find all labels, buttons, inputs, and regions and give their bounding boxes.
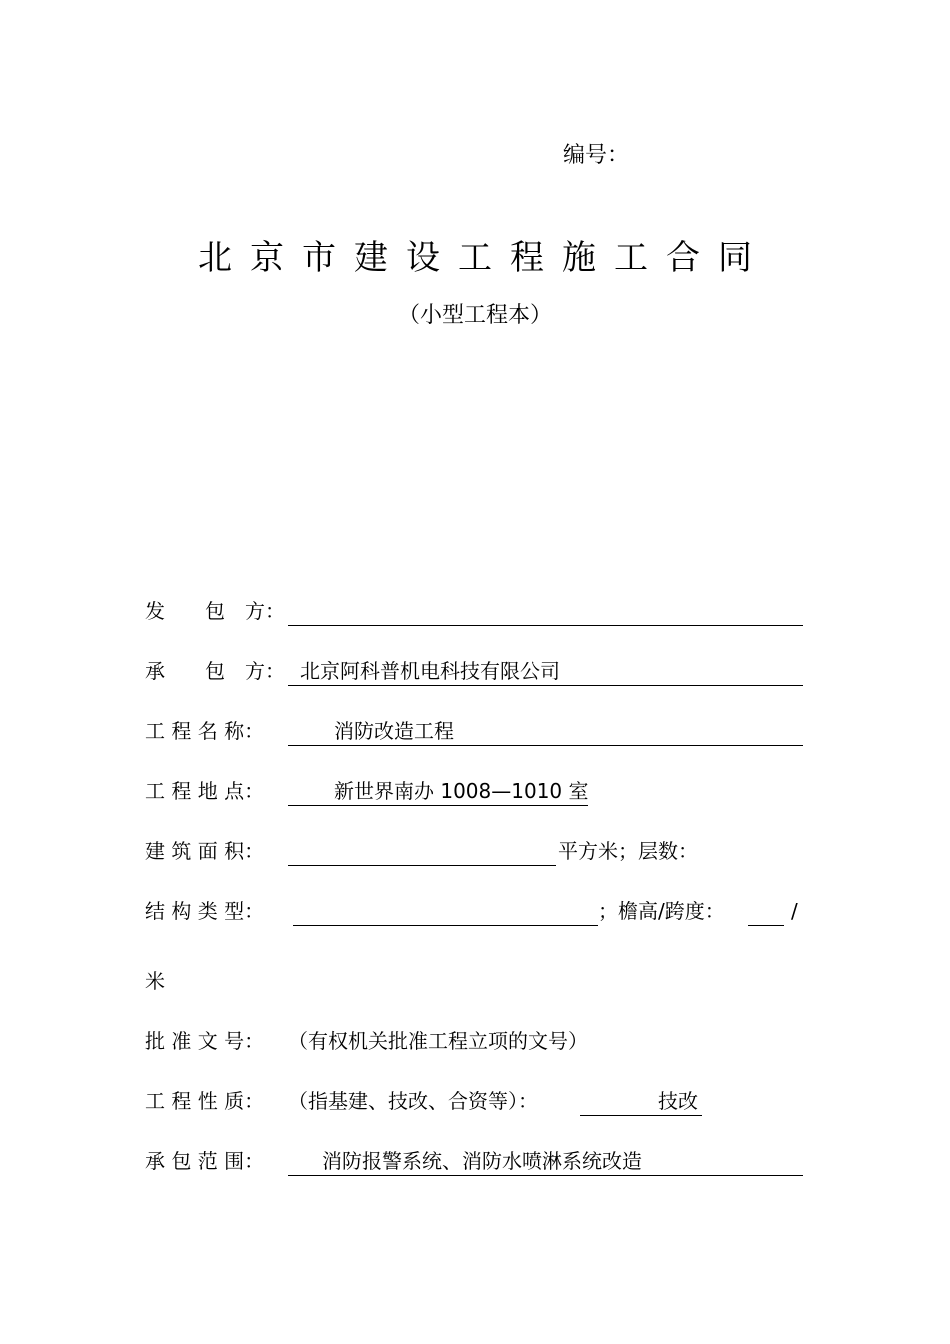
project-name-value: 消防改造工程 (334, 719, 454, 743)
eave-height-label: ；檐高/跨度： (598, 899, 725, 923)
structure-type-label: 结 构 类 型： (145, 899, 265, 923)
project-location-field[interactable] (288, 778, 588, 806)
structure-type-field[interactable] (293, 898, 598, 926)
project-nature-value: 技改 (658, 1089, 698, 1113)
contract-number-label: 编号： (563, 143, 630, 168)
scope-label: 承 包 范 围： (145, 1149, 265, 1173)
employer-field[interactable] (288, 598, 803, 626)
employer-label: 发 包 方： (145, 599, 285, 623)
eave-height-separator: / (791, 899, 798, 923)
building-area-label: 建 筑 面 积： (145, 839, 265, 863)
eave-height-unit: 米 (145, 969, 165, 993)
document-title: 北京市建设工程施工合同 (198, 238, 770, 278)
project-name-field[interactable] (288, 718, 803, 746)
project-nature-label: 工 程 性 质： (145, 1089, 265, 1113)
contractor-label: 承 包 方： (145, 659, 285, 683)
project-name-label: 工 程 名 称： (145, 719, 265, 743)
scope-field[interactable] (288, 1148, 803, 1176)
project-nature-note: （指基建、技改、合资等）： (288, 1089, 538, 1113)
building-area-field[interactable] (288, 838, 556, 866)
project-location-value: 新世界南办 1008—1010 室 (334, 779, 589, 803)
approval-no-label: 批 准 文 号： (145, 1029, 265, 1053)
scope-value: 消防报警系统、消防水喷淋系统改造 (322, 1149, 642, 1173)
building-area-unit: 平方米；层数： (558, 839, 698, 863)
document-subtitle: （小型工程本） (397, 303, 552, 328)
approval-no-note: （有权机关批准工程立项的文号） (288, 1029, 588, 1053)
project-nature-field[interactable] (580, 1088, 702, 1116)
eave-height-field[interactable] (748, 898, 784, 926)
contractor-field[interactable] (288, 658, 803, 686)
project-location-label: 工 程 地 点： (145, 779, 265, 803)
contractor-value: 北京阿科普机电科技有限公司 (300, 659, 560, 683)
